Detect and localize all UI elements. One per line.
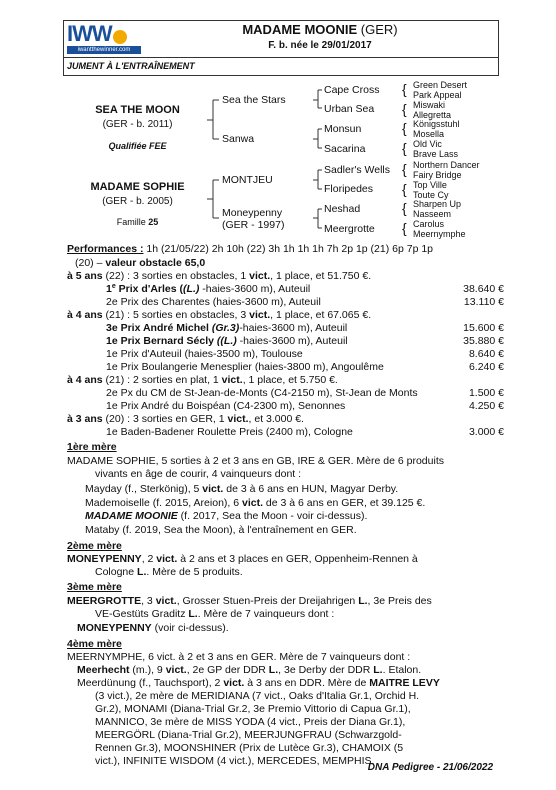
race-arles: 1e Prix d'Arles ((L.) -haies-3600 m), Auteuil xyxy=(106,283,311,295)
gen4-1: Green Desert xyxy=(413,80,468,90)
footer-credit: DNA Pedigree - 21/06/2022 xyxy=(367,762,493,773)
dam-family: Famille 25 xyxy=(116,217,159,227)
gen4-9: Northern Dancer xyxy=(413,160,480,170)
dam3-line3: MONEYPENNY (voir ci-dessus). xyxy=(77,622,229,634)
gen4-12: Toute Cy xyxy=(413,190,449,200)
gen3-1: Cape Cross xyxy=(324,84,380,96)
gen2-4: Moneypenny xyxy=(222,207,283,219)
race-boispean: 1e Prix André du Boispéan (C4-2300 m), Senonnes xyxy=(106,400,346,412)
gen4-bracket-icon: { xyxy=(402,120,407,136)
race-charentes: 2e Prix des Charentes (haies-3600 m), Auteuil xyxy=(106,296,321,308)
dam1-line1: MADAME SOPHIE, 5 sorties à 2 et 3 ans en GB, IRE & GER. Mère de 6 produits xyxy=(67,455,444,467)
dam4-line6: MANNICO, 3e mère de MISS YODA (4 vict., Preis der Diana Gr.1), xyxy=(95,716,406,728)
race-auteuil-toulouse: 1e Prix d'Auteuil (haies-3500 m), Toulouse xyxy=(106,348,303,360)
gen3-4: Sacarina xyxy=(324,143,366,155)
race-baden-prize: 3.000 € xyxy=(468,426,504,438)
age5-summary: à 5 ans (22) : 3 sorties en obstacles, 1 vict., 1 place, et 51.750 €. xyxy=(67,270,372,282)
gen2-4-info: (GER - 1997) xyxy=(222,219,285,231)
perf-line1: Performances : 1h (21/05/22) 2h 10h (22) 3h 1h 1h 1h 7h 2p 1p (21) 6p 7p 1p xyxy=(67,243,434,255)
dam-name: MADAME SOPHIE xyxy=(90,181,185,193)
age3-summary: à 3 ans (20) : 3 sorties en GER, 1 vict., et 3.000 €. xyxy=(67,413,304,425)
iww-logo: IWW iwantthewinner.com xyxy=(67,23,141,53)
gen2-3: MONTJEU xyxy=(222,174,273,186)
race-boulangerie-prize: 6.240 € xyxy=(468,361,504,373)
dam4-line7: MEERGÖRL (Diana-Trial Gr.2), MEERJUNGFRAU (Schwarzgold- xyxy=(95,729,402,741)
dam1-mademoiselle: Mademoiselle (f. 2015, Areion), 6 vict. de 3 à 6 ans en GER, et 39.125 €. xyxy=(85,497,426,509)
gen3-5: Sadler's Wells xyxy=(324,164,390,176)
dam4-line5: Gr.2), MONAMI (Diana-Trial Gr.2, 3e Premio Vittorio di Capua Gr.1), xyxy=(95,703,411,715)
race-arles-prize: 38.640 € xyxy=(463,283,504,295)
age4-flat-summary: à 4 ans (21) : 2 sorties en plat, 1 vict., 1 place, et 5.750 €. xyxy=(67,374,338,386)
gen4-10: Fairy Bridge xyxy=(413,170,462,180)
gen4-7: Old Vic xyxy=(413,139,442,149)
dam1-title: 1ère mère xyxy=(67,441,117,453)
gen4-bracket-icon: { xyxy=(402,200,407,216)
horse-subtitle: F. b. née le 29/01/2017 xyxy=(268,40,372,51)
race-bernard-secly-prize: 35.880 € xyxy=(463,335,504,347)
gen3-2: Urban Sea xyxy=(324,103,375,115)
dam4-line8: Rennen Gr.3), MOONSHINER (Prix de Lutèce Gr.3), CHAMOIX (5 xyxy=(95,742,404,754)
race-andre-michel: 3e Prix André Michel (Gr.3)-haies-3600 m), Auteuil xyxy=(106,322,348,334)
gen4-bracket-icon: { xyxy=(402,81,407,97)
horse-title: MADAME MOONIE (GER) xyxy=(242,22,398,37)
dam3-line1: MEERGROTTE, 3 vict., Grosser Stuen-Preis der Dreijahrigen L., 3e Preis des xyxy=(67,595,432,607)
dam4-line4: (3 vict.), 2e mère de MERIDIANA (7 vict., Oaks d'Italia Gr.1, Orchid H. xyxy=(95,690,420,702)
dam4-meerdunung: Meerdünung (f., Tauchsport), 2 vict. à 3 ans en DDR. Mère de MAITRE LEVY xyxy=(77,677,440,689)
gen4-bracket-icon: { xyxy=(402,140,407,156)
dam-info: (GER - b. 2005) xyxy=(102,196,173,207)
dam2-line1: MONEYPENNY, 2 vict. à 2 ans et 3 places en GER, Oppenheim-Rennen à xyxy=(67,553,418,565)
race-charentes-prize: 13.110 € xyxy=(463,296,504,308)
dam4-title: 4ème mère xyxy=(67,638,122,650)
sire-note: Qualifiée FEE xyxy=(108,141,167,151)
gen4-4: Allegretta xyxy=(413,110,452,120)
dam4-line9: vict.), INFINITE WISDOM (4 vict.), MERCEDES, MEMPHIS. xyxy=(95,755,375,767)
gen4-5: Königsstuhl xyxy=(413,119,460,129)
gen4-bracket-icon: { xyxy=(402,161,407,177)
gen2-1: Sea the Stars xyxy=(222,94,286,106)
gen4-bracket-icon: { xyxy=(402,181,407,197)
gen4-2: Park Appeal xyxy=(413,90,462,100)
dam2-title: 2ème mère xyxy=(67,540,122,552)
sire-name: SEA THE MOON xyxy=(95,104,180,116)
dam1-line2: vivants en âge de courir, 4 vainqueurs dont : xyxy=(95,468,302,480)
race-auteuil-toulouse-prize: 8.640 € xyxy=(468,348,504,360)
race-boulangerie: 1e Prix Boulangerie Menesplier (haies-3800 m), Angoulême xyxy=(106,361,384,373)
dam3-line2: VE-Gestüts Graditz L.. Mère de 7 vainqueurs dont : xyxy=(95,608,335,620)
gen4-8: Brave Lass xyxy=(413,149,459,159)
gen4-6: Mosella xyxy=(413,129,445,139)
gen3-3: Monsun xyxy=(324,123,362,135)
gen4-13: Sharpen Up xyxy=(413,199,462,209)
age4-obstacles-summary: à 4 ans (21) : 5 sorties en obstacles, 3 vict., 1 place, et 67.065 €. xyxy=(67,309,372,321)
gen4-14: Nasseem xyxy=(413,209,452,219)
dam1-mayday: Mayday (f., Sterkönig), 5 vict. de 3 à 6 ans en HUN, Magyar Derby. xyxy=(85,483,399,495)
gen4-bracket-icon: { xyxy=(402,220,407,236)
race-baden: 1e Baden-Badener Roulette Preis (2400 m), Cologne xyxy=(106,426,353,438)
race-boispean-prize: 4.250 € xyxy=(468,400,504,412)
dam1-mataby: Mataby (f. 2019, Sea the Moon), à l'entraînement en GER. xyxy=(85,524,357,536)
race-st-jean-prize: 1.500 € xyxy=(468,387,504,399)
perf-line2: (20) – valeur obstacle 65,0 xyxy=(75,257,206,269)
gen3-6: Floripedes xyxy=(324,183,374,195)
gen3-8: Meergrotte xyxy=(324,223,375,235)
gen4-bracket-icon: { xyxy=(402,101,407,117)
gen4-15: Carolus xyxy=(413,219,445,229)
race-st-jean: 2e Px du CM de St-Jean-de-Monts (C4-2150 m), St-Jean de Monts xyxy=(106,387,418,399)
gen2-2: Sanwa xyxy=(222,133,255,145)
gen4-16: Meernymphe xyxy=(413,229,466,239)
race-andre-michel-prize: 15.600 € xyxy=(463,322,504,334)
gen4-3: Miswaki xyxy=(413,100,446,110)
gen3-7: Neshad xyxy=(324,203,361,215)
dam4-meerhecht: Meerhecht (m.), 9 vict., 2e GP der DDR L., 3e Derby der DDR L.. Etalon. xyxy=(77,664,422,676)
dam4-line1: MEERNYMPHE, 6 vict. à 2 et 3 ans en GER. Mère de 7 vainqueurs dont : xyxy=(67,651,411,663)
race-bernard-secly: 1e Prix Bernard Sécly ((L.) -haies-3600 m), Auteuil xyxy=(106,335,348,347)
dam3-title: 3ème mère xyxy=(67,581,122,593)
dam2-line2: Cologne L.. Mère de 5 produits. xyxy=(95,566,243,578)
gen4-11: Top Ville xyxy=(413,180,447,190)
status-tag: JUMENT À L'ENTRAÎNEMENT xyxy=(67,61,195,71)
sire-info: (GER - b. 2011) xyxy=(102,119,173,130)
dam1-madame-moonie: MADAME MOONIE (f. 2017, Sea the Moon - voir ci-dessus). xyxy=(85,510,368,522)
